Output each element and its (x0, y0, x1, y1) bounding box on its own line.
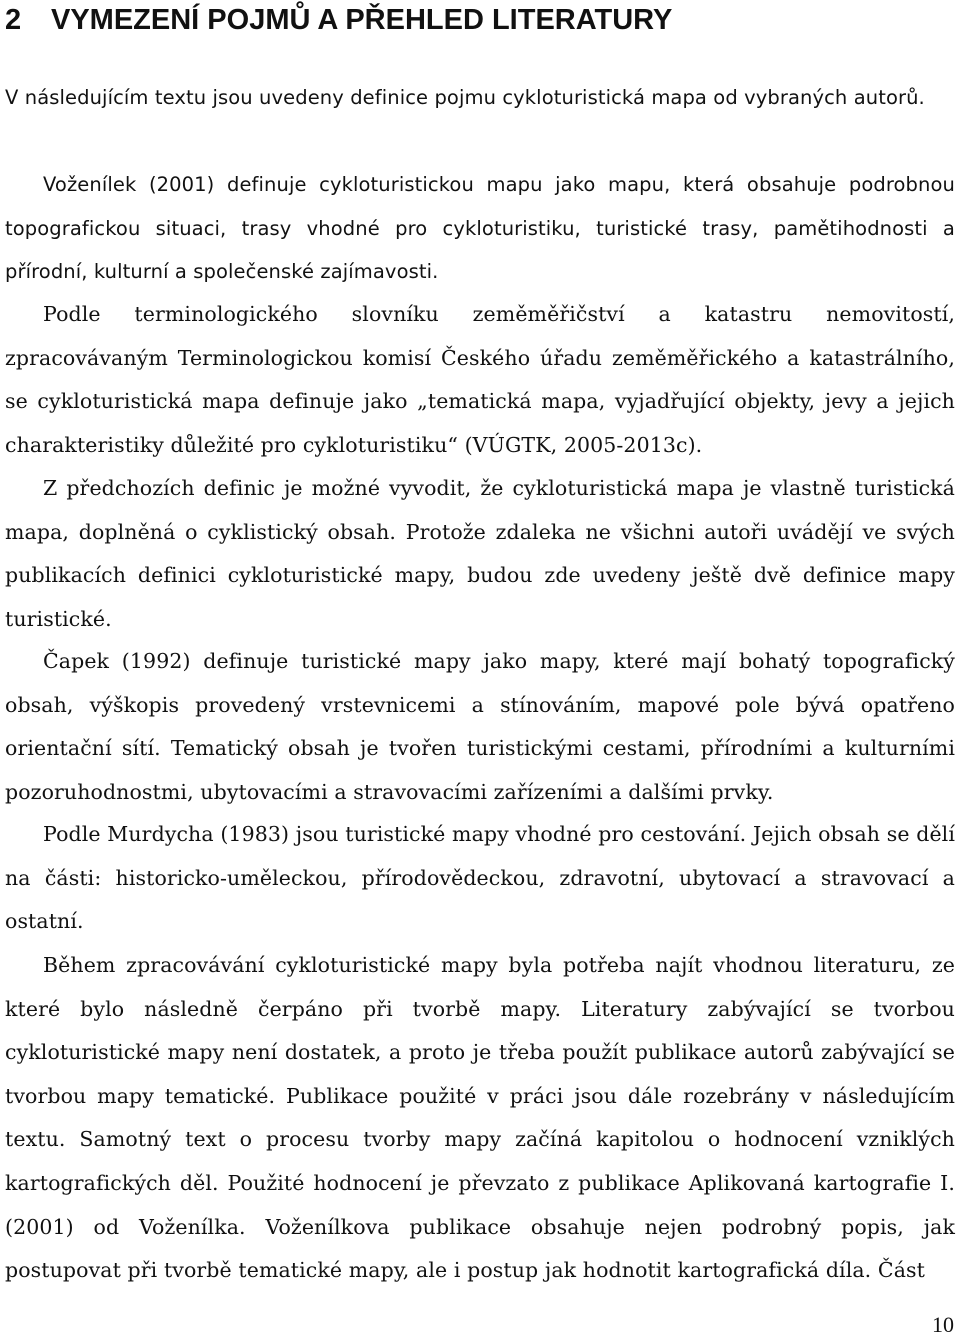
paragraph-literature-overview: Během zpracovávání cykloturistické mapy byla potřeba najít vhodnou literaturu, ze které bylo následně čerpáno při tvorbě mapy. Literatury zabývající se tvorbou cykloturistické mapy není dostatek, a proto je třeba použít publikace autorů zabývající se tvorbou mapy tematické. Publikace použité v práci jsou dále rozebrány v následujícím textu. Samotný text o procesu tvorby mapy začíná kapitolou o hodnocení vzniklých kartografických děl. Použité hodnocení je převzato z publikace Aplikovaná kartografie I. (2001) od Voženílka. Voženílkova publikace obsahuje nejen podrobný popis, jak postupovat při tvorbě tematické mapy, ale i postup jak hodnotit kartografická díla. Část (5, 953, 955, 1283)
paragraph-murdych-definition: Podle Murdycha (1983) jsou turistické mapy vhodné pro cestování. Jejich obsah se dělí na části: historicko-uměleckou, přírodovědeckou, zdravotní, ubytovací a stravovací a ostatní. (5, 822, 955, 934)
paragraph-vozenilek-definition: Voženílek (2001) definuje cykloturistickou mapu jako mapu, která obsahuje podrobnou topografickou situaci, trasy vhodné pro cykloturistiku, turistické trasy, pamětihodnosti a přírodní, kulturní a společenské zajímavosti. (5, 173, 955, 284)
chapter-number: 2 (5, 4, 22, 36)
chapter-title: VYMEZENÍ POJMŮ A PŘEHLED LITERATURY (51, 4, 673, 36)
page-number: 10 (932, 1312, 954, 1337)
paragraph-conclusion: Z předchozích definic je možné vyvodit, že cykloturistická mapa je vlastně turistická mapa, doplněná o cyklistický obsah. Protože zdaleka ne všichni autoři uvádějí ve svých publikacích definici cykloturistické mapy, budou zde uvedeny ještě dvě definice mapy turistické. (5, 476, 955, 631)
chapter-heading (5, 2, 955, 38)
paragraph-capek-definition: Čapek (1992) definuje turistické mapy jako mapy, které mají bohatý topografický obsah, výškopis provedený vrstevnicemi a stínováním, mapové pole bývá opatřeno orientační sítí. Tematický obsah je tvořen turistickými cestami, přírodními a kulturními pozoruhodnostmi, ubytovacími a stravovacími zařízeními a dalšími prvky. (5, 649, 955, 804)
paragraph-intro: V následujícím textu jsou uvedeny definice pojmu cykloturistická mapa od vybraných autorů. (5, 86, 925, 109)
paragraph-terminology-definition: Podle terminologického slovníku zeměměřičství a katastru nemovitostí, zpracovávaným Terminologickou komisí Českého úřadu zeměměřického a katastrálního, se cykloturistická mapa definuje jako „tematická mapa, vyjadřující objekty, jevy a jejich charakteristiky důležité pro cykloturistiku“ (VÚGTK, 2005-2013c). (5, 302, 955, 457)
